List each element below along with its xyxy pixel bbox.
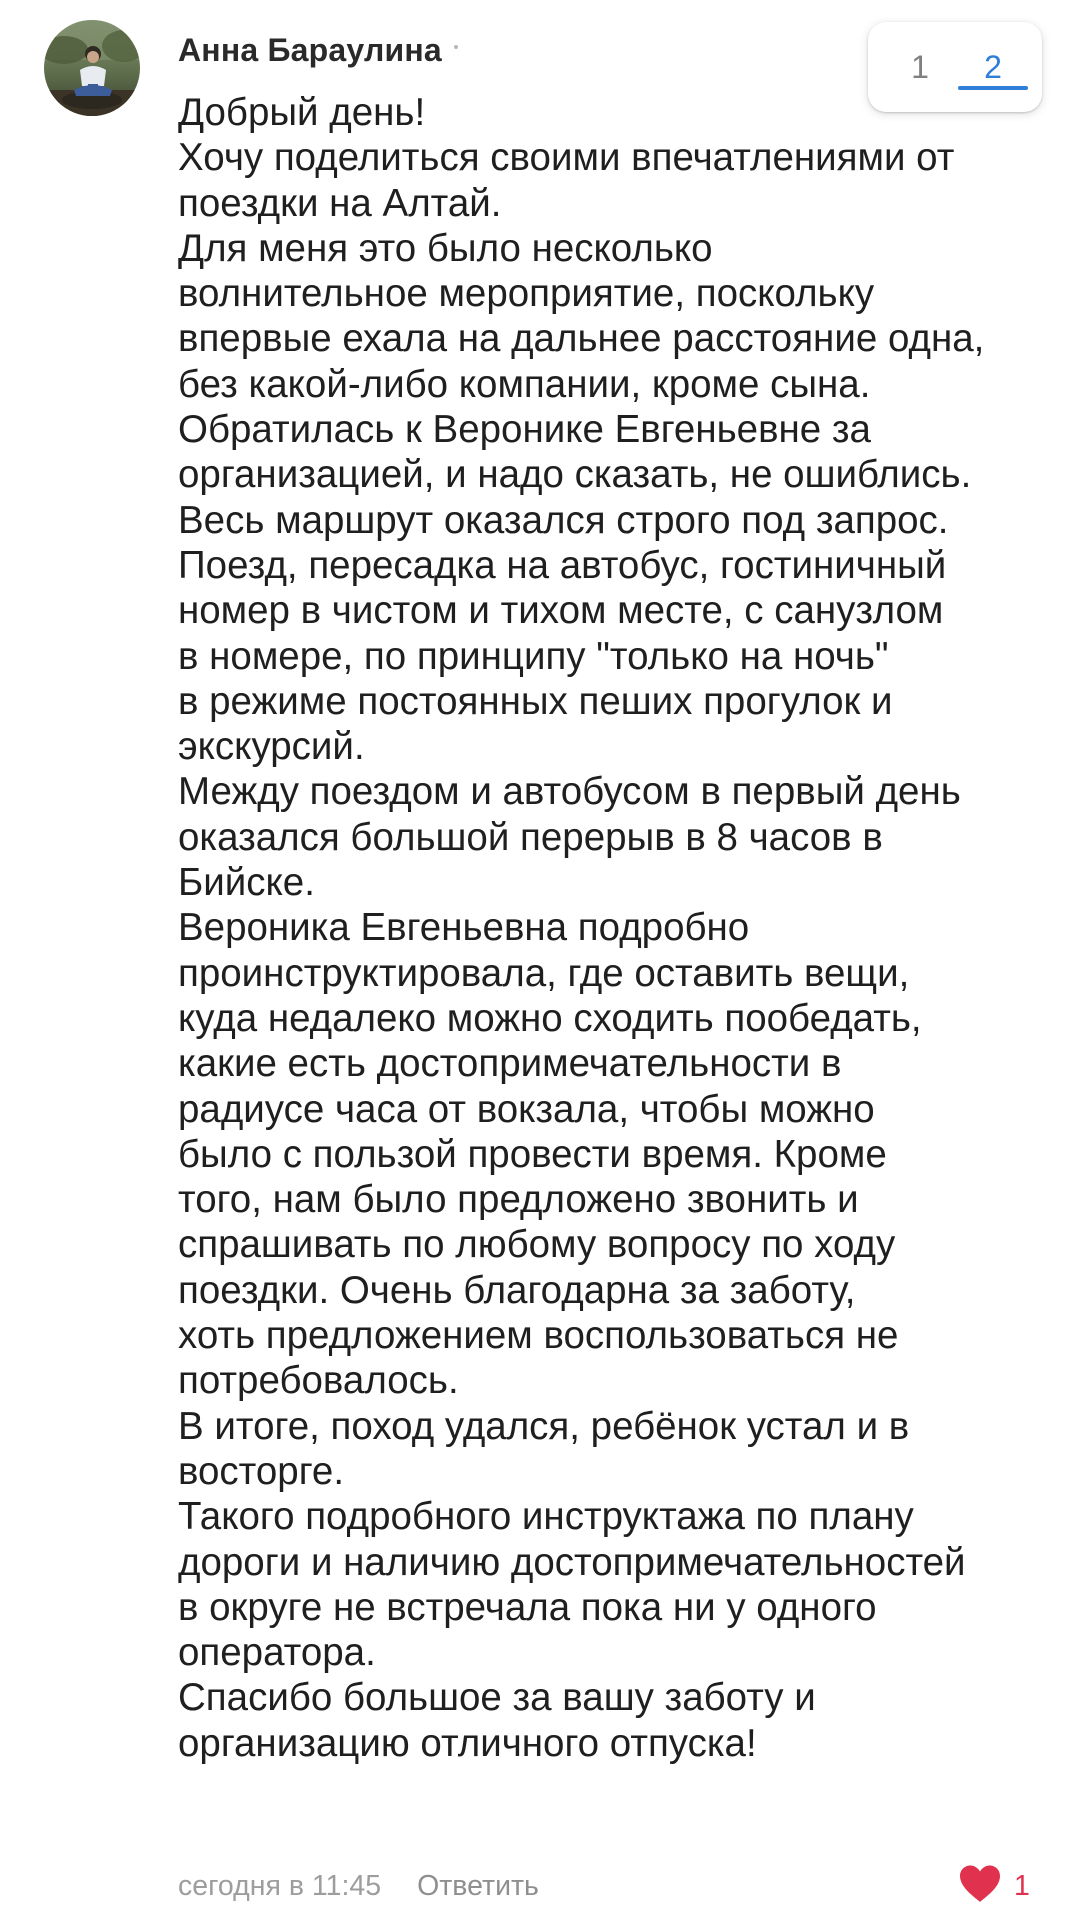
comment-line: того, нам было предложено звонить и [178,1178,859,1222]
comment-line: организацию отличного отпуска! [178,1721,757,1765]
comment-line: экскурсий. [178,725,365,769]
online-dot [454,45,458,49]
like-button[interactable] [958,1862,1030,1910]
comment-line: проинструктировала, где оставить вещи, [178,951,910,995]
comment-line: радиусе часа от вокзала, чтобы можно [178,1087,875,1131]
comment-line: потребовалось. [178,1359,459,1403]
comment-line: волнительное мероприятие, поскольку [178,272,875,316]
comment-line: Спасибо большое за вашу заботу и [178,1676,816,1720]
comment-line: дороги и наличию достопримечательностей [178,1540,966,1584]
comment-line: в режиме постоянных пеших прогулок и [178,679,893,723]
comment-line: Бийске. [178,861,315,905]
comment-line: в округе не встречала пока ни у одного [178,1585,877,1629]
comment-line: Для меня это было несколько [178,226,713,270]
heart-icon [958,1864,1002,1909]
comment-line: спрашивать по любому вопросу по ходу [178,1223,896,1267]
comment-text [178,90,1038,1766]
comment-line: Между поездом и автобусом в первый день [178,770,961,814]
avatar-photo [44,20,140,116]
comment-line: куда недалеко можно сходить пообедать, [178,996,922,1040]
author-name[interactable]: Анна Бараулина [178,31,442,68]
comment-line: Такого подробного инструктажа по плану [178,1495,914,1539]
comment-line: Поезд, пересадка на автобус, гостиничный [178,543,947,587]
author-avatar[interactable] [44,20,140,116]
comment-line: было с пользой провести время. Кроме [178,1132,887,1176]
comment-line: организацией, и надо сказать, не ошиблись. [178,453,972,497]
comment-line: оператора. [178,1631,376,1675]
page-switcher [868,22,1042,112]
comment-line: впервые ехала на дальнее расстояние одна, [178,317,985,361]
comment-line: поездки на Алтай. [178,181,502,225]
comment-line: в номере, по принципу "только на ночь" [178,634,889,678]
comment-line: Хочу поделиться своими впечатлениями от [178,136,955,180]
comment-line: Обратилась к Веронике Евгеньевне за [178,408,871,452]
comment-line: какие есть достопримечательности в [178,1042,842,1086]
comment-footer [178,1862,539,1910]
comment-line: поездки. Очень благодарна за заботу, [178,1268,856,1312]
comment-line: хоть предложением воспользоваться не [178,1314,899,1358]
comment-line: Вероника Евгеньевна подробно [178,906,750,950]
comment-line: оказался большой перерыв в 8 часов в [178,815,883,859]
page-tab-1[interactable]: 1 [911,48,929,85]
reply-button[interactable]: Ответить [417,1869,539,1902]
page-tab-2[interactable]: 2 [954,22,1032,112]
comment-line: Весь маршрут оказался строго под запрос. [178,498,949,542]
author-row [178,28,458,72]
comment-line: без какой-либо компании, кроме сына. [178,362,871,406]
comment-line: номер в чистом и тихом месте, с санузлом [178,589,944,633]
comment-timestamp: сегодня в 11:45 [178,1869,382,1902]
comment-line: Добрый день! [178,91,426,134]
comment-line: В итоге, поход удался, ребёнок устал и в [178,1404,910,1448]
like-count: 1 [1014,1869,1030,1902]
comment-line: восторге. [178,1449,345,1493]
